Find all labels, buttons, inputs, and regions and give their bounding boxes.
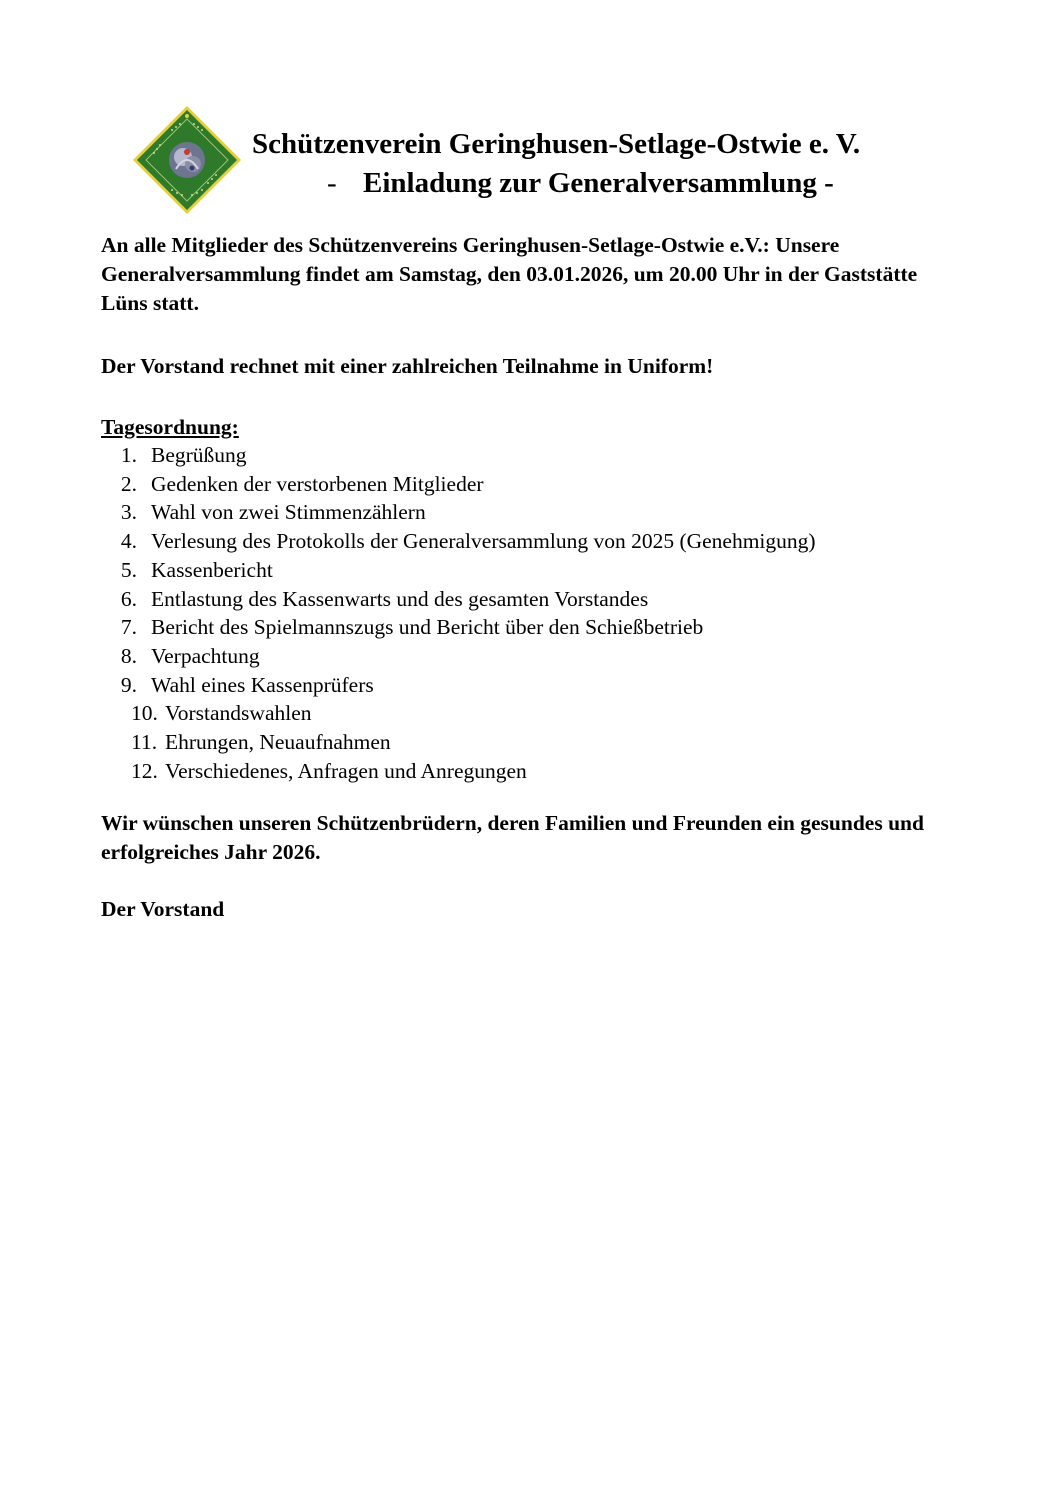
- agenda-item-text: Verlesung des Protokolls der Generalversammlung von 2025 (Genehmigung): [151, 529, 816, 554]
- agenda-item-text: Gedenken der verstorbenen Mitglieder: [151, 471, 484, 496]
- agenda-item: [101, 699, 816, 728]
- agenda-item-number: 3.: [120, 500, 137, 525]
- agenda-item-text: Wahl von zwei Stimmenzählern: [151, 500, 426, 525]
- new-year-wishes: Wir wünschen unseren Schützenbrüdern, deren Familien und Freunden ein gesundes und erfolgreiches Jahr 2026.: [101, 811, 924, 864]
- agenda-item: [101, 470, 816, 499]
- agenda-item-number: 8.: [120, 643, 137, 668]
- agenda-item: [101, 613, 816, 642]
- agenda-item: [101, 757, 816, 786]
- agenda-item: [101, 728, 816, 757]
- agenda-heading: Tagesordnung:: [101, 415, 239, 439]
- agenda-item: [101, 498, 816, 527]
- uniform-note: Der Vorstand rechnet mit einer zahlreichen Teilnahme in Uniform!: [101, 354, 714, 378]
- agenda-item-text: Verpachtung: [151, 643, 260, 668]
- document-title: Schützenverein Geringhusen-Setlage-Ostwie e. V.: [252, 128, 861, 160]
- agenda-item: [101, 671, 816, 700]
- signature: Der Vorstand: [101, 897, 225, 921]
- subtitle-dash: -: [327, 167, 337, 199]
- agenda-item-text: Kassenbericht: [151, 557, 273, 582]
- agenda-item-number: 2.: [120, 471, 137, 496]
- agenda-item-text: Vorstandswahlen: [165, 701, 312, 726]
- agenda-item-number: 9.: [120, 672, 137, 697]
- agenda-list: [101, 441, 816, 785]
- agenda-item: [101, 556, 816, 585]
- invitation-paragraph: An alle Mitglieder des Schützenvereins Geringhusen-Setlage-Ostwie e.V.: Unsere Generalversammlung findet am Samstag, den 03.01.2026, um 20.00 Uhr in der Gaststätte Lüns statt.: [101, 233, 918, 315]
- agenda-item-text: Ehrungen, Neuaufnahmen: [165, 730, 391, 755]
- agenda-item: [101, 527, 816, 556]
- document-subtitle: [327, 165, 834, 201]
- agenda-item-text: Entlastung des Kassenwarts und des gesamten Vorstandes: [151, 586, 649, 611]
- agenda-item: [101, 441, 816, 470]
- subtitle-text: Einladung zur Generalversammlung -: [363, 167, 834, 199]
- agenda-item-text: Bericht des Spielmannszugs und Bericht über den Schießbetrieb: [151, 615, 704, 640]
- agenda-item: [101, 642, 816, 671]
- agenda-item-number: 1.: [120, 443, 137, 467]
- agenda-item: [101, 585, 816, 614]
- agenda-item-number: 12.: [131, 758, 158, 783]
- agenda-item-text: Wahl eines Kassenprüfers: [151, 672, 374, 697]
- agenda-item-text: Begrüßung: [151, 443, 247, 467]
- agenda-item-number: 10.: [131, 701, 158, 726]
- agenda-item-text: Verschiedenes, Anfragen und Anregungen: [165, 758, 527, 783]
- agenda-item-number: 4.: [120, 529, 137, 554]
- agenda-item-number: 11.: [131, 730, 158, 755]
- agenda-item-number: 5.: [120, 557, 137, 582]
- agenda-item-number: 6.: [120, 586, 137, 611]
- agenda-item-number: 7.: [120, 615, 137, 640]
- club-emblem-icon: [132, 105, 242, 215]
